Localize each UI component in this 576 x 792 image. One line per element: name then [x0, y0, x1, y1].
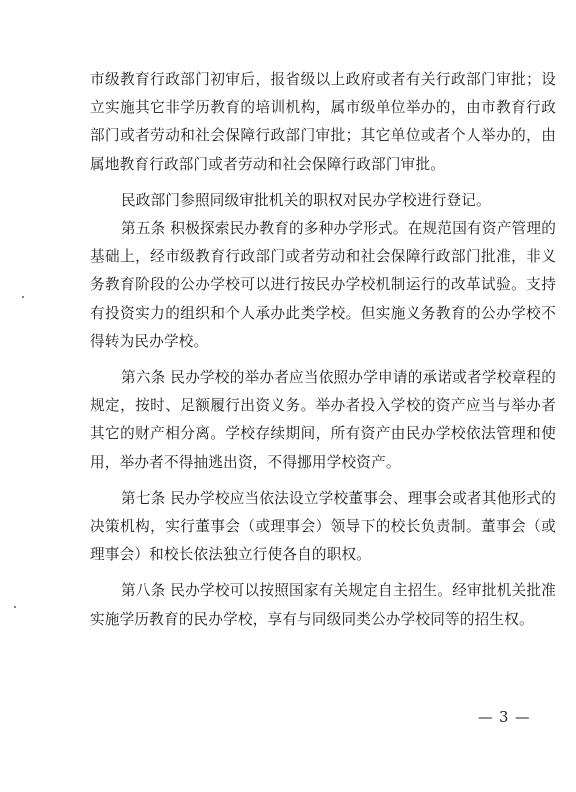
paragraph-article-6: 第六条 民办学校的举办者应当依照办学申请的承诺或者学校章程的规定，按时、足额履行出资义务。举办者投入学校的资产应当与举办者其它的财产相分离。学校存续期间，所有资产由民办学校依法管理和使用，举办者不得抽逃出资，不得挪用学校资产。: [90, 369, 556, 471]
scan-speck: [22, 296, 24, 298]
paragraph-article-8: 第八条 民办学校可以按照国家有关规定自主招生。经审批机关批准实施学历教育的民办学校，享有与同级同类公办学校同等的招生权。: [90, 582, 556, 628]
paragraph-continuation: 市级教育行政部门初审后，报省级以上政府或者有关行政部门审批；设立实施其它非学历教育的培训机构，属市级单位举办的，由市教育行政部门或者劳动和社会保障行政部门审批；其它单位或者个人举办的，由属地教育行政部门或者劳动和社会保障行政部门审批。: [90, 71, 556, 173]
page-number: — 3 —: [478, 710, 531, 726]
paragraph-article-5: 第五条 积极探索民办教育的多种办学形式。在规范国有资产管理的基础上，经市级教育行政部门或者劳动和社会保障行政部门批准，非义务教育阶段的公办学校可以进行按民办学校机制运行的改革试验。支持有投资实力的组织和个人承办此类学校。但实施义务教育的公办学校不得转为民办学校。: [90, 220, 556, 350]
paragraph-article-7: 第七条 民办学校应当依法设立学校董事会、理事会或者其他形式的决策机构，实行董事会（或理事会）领导下的校长负责制。董事会（或理事会）和校长依法独立行使各自的职权。: [90, 489, 556, 564]
paragraph-registration: 民政部门参照同级审批机关的职权对民办学校进行登记。: [121, 191, 491, 209]
document-body: [90, 66, 556, 634]
scan-speck: [14, 606, 16, 608]
